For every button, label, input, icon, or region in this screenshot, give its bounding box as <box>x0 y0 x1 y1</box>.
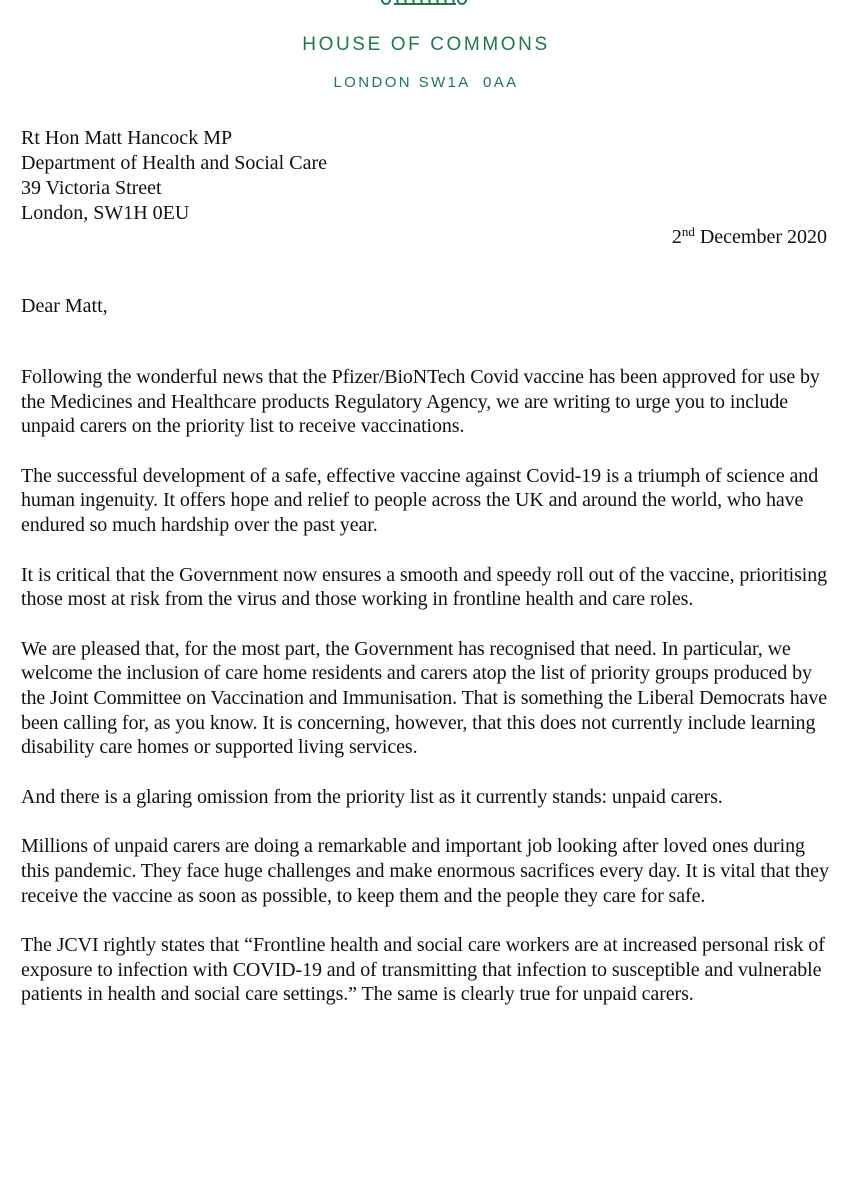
body-paragraph: The successful development of a safe, effective vaccine against Covid-19 is a triumph of science and human ingenuity. It offers hope and relief to people across the UK and around the world, who have endured so much hardship over the past year. <box>21 464 819 536</box>
recipient-line: Rt Hon Matt Hancock MP <box>21 127 233 149</box>
salutation: Dear Matt, <box>21 295 108 317</box>
body-paragraph: It is critical that the Government now ensures a smooth and speedy roll out of the vaccine, prioritising those most at risk from the virus and those working in frontline health and care roles. <box>21 563 828 611</box>
date-day: 2 <box>671 226 682 248</box>
letterhead <box>0 0 848 100</box>
letter-date <box>672 225 827 250</box>
date-suffix: nd <box>681 224 695 239</box>
body-paragraph: Following the wonderful news that the Pfizer/BioNTech Covid vaccine has been approved for use by the Medicines and Healthcare products Regulatory Agency, we are writing to urge you to include unpaid carers on the priority list to receive vaccinations. <box>21 366 820 438</box>
recipient-address <box>21 126 327 226</box>
recipient-line: Department of Health and Social Care <box>21 152 327 174</box>
body-paragraph: And there is a glaring omission from the priority list as it currently stands: unpaid carers. <box>21 785 723 808</box>
letter-body <box>21 365 831 1032</box>
body-paragraph: We are pleased that, for the most part, the Government has recognised that need. In particular, we welcome the inclusion of care home residents and carers atop the list of priority groups produced by the Joint Committee on Vaccination and Immunisation. That is something the Liberal Democrats have been calling for, as you know. It is concerning, however, that this does not currently include learning disability care homes or supported living services. <box>21 637 828 759</box>
institution-address: LONDON SW1A 0AA <box>333 74 519 91</box>
recipient-line: London, SW1H 0EU <box>21 202 190 224</box>
body-paragraph: The JCVI rightly states that “Frontline health and social care workers are at increased personal risk of exposure to infection with COVID-19 and of transmitting that infection to susceptible and vulnerable patients in health and social care settings.” The same is clearly true for unpaid carers. <box>21 934 825 1006</box>
recipient-line: 39 Victoria Street <box>21 177 162 199</box>
portcullis-crest-icon <box>378 0 470 14</box>
institution-name: HOUSE OF COMMONS <box>302 34 550 55</box>
body-paragraph: Millions of unpaid carers are doing a remarkable and important job looking after loved ones during this pandemic. They face huge challenges and make enormous sacrifices every day. It is vital that they receive the vaccine as soon as possible, to keep them and the people they care for safe. <box>21 835 829 907</box>
date-rest: December 2020 <box>694 226 827 248</box>
